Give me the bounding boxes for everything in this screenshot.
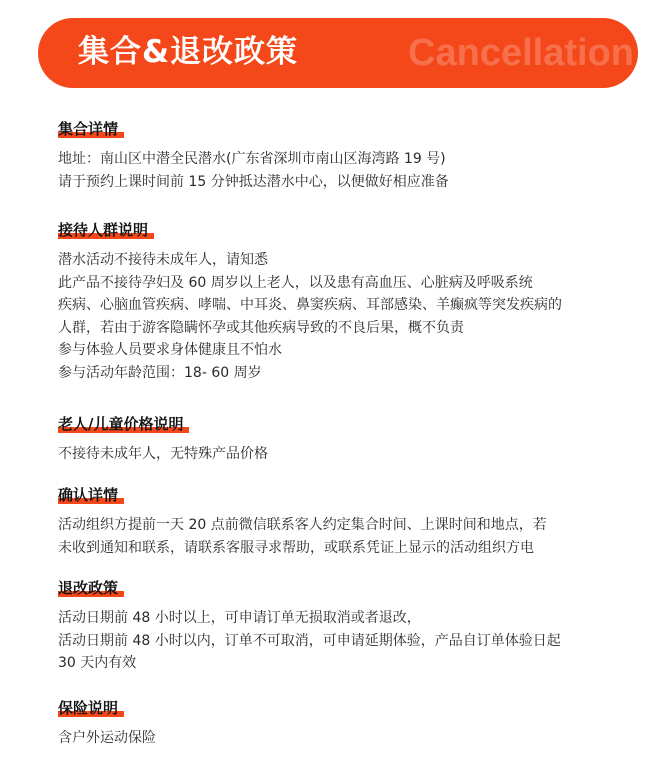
- section-body: [58, 249, 658, 384]
- body-line: 人群，若由于游客隐瞒怀孕或其他疾病导致的不良后果，概不负责: [58, 319, 464, 336]
- body-line: 活动日期前 48 小时以内，订单不可取消，可申请延期体验，产品自订单体验日起: [58, 632, 561, 649]
- title-banner: [38, 18, 638, 88]
- section-body: [58, 148, 658, 193]
- banner-watermark: Cancellation: [408, 32, 634, 74]
- body-line: 参与体验人员要求身体健康且不怕水: [58, 342, 282, 358]
- body-line: 潜水活动不接待未成年人，请知悉: [58, 252, 268, 268]
- body-line: 疾病、心脑血管疾病、哮喘、中耳炎、鼻窦疾病、耳部感染、羊癫疯等突发疾病的: [58, 297, 562, 313]
- section-confirmation-details: [58, 484, 658, 559]
- body-line: 地址：南山区中潜全民潜水(广东省深圳市南山区海湾路 19 号): [58, 151, 446, 167]
- body-line: 未收到通知和联系，请联系客服寻求帮助，或联系凭证上显示的活动组织方电: [58, 539, 534, 556]
- section-body: [58, 727, 658, 750]
- section-heading: 保险说明: [58, 697, 118, 719]
- section-senior-child-pricing: [58, 413, 658, 466]
- section-body: [58, 514, 658, 559]
- body-line: 参与活动年龄范围：18- 60 周岁: [58, 364, 262, 381]
- page-title: 集合&退改政策: [78, 34, 299, 70]
- section-reception-groups: [58, 219, 658, 384]
- body-line: 活动组织方提前一天 20 点前微信联系客人约定集合时间、上课时间和地点，若: [58, 517, 547, 533]
- section-heading: 老人/儿童价格说明: [58, 413, 183, 435]
- section-meeting-details: [58, 118, 658, 193]
- section-heading: 确认详情: [58, 484, 118, 506]
- section-cancellation-policy: [58, 577, 658, 675]
- body-line: 请于预约上课时间前 15 分钟抵达潜水中心，以便做好相应准备: [58, 173, 449, 190]
- section-heading: 退改政策: [58, 577, 118, 599]
- section-heading: 接待人群说明: [58, 219, 148, 241]
- section-insurance: [58, 697, 658, 750]
- body-line: 含户外运动保险: [58, 730, 156, 746]
- section-body: [58, 443, 658, 466]
- body-line: 活动日期前 48 小时以上，可申请订单无损取消或者退改，: [58, 610, 421, 626]
- section-body: [58, 607, 658, 675]
- body-line: 不接待未成年人，无特殊产品价格: [58, 446, 268, 462]
- body-line: 30 天内有效: [58, 655, 137, 671]
- body-line: 此产品不接待孕妇及 60 周岁以上老人，以及患有高血压、心脏病及呼吸系统: [58, 274, 533, 291]
- section-heading: 集合详情: [58, 118, 118, 140]
